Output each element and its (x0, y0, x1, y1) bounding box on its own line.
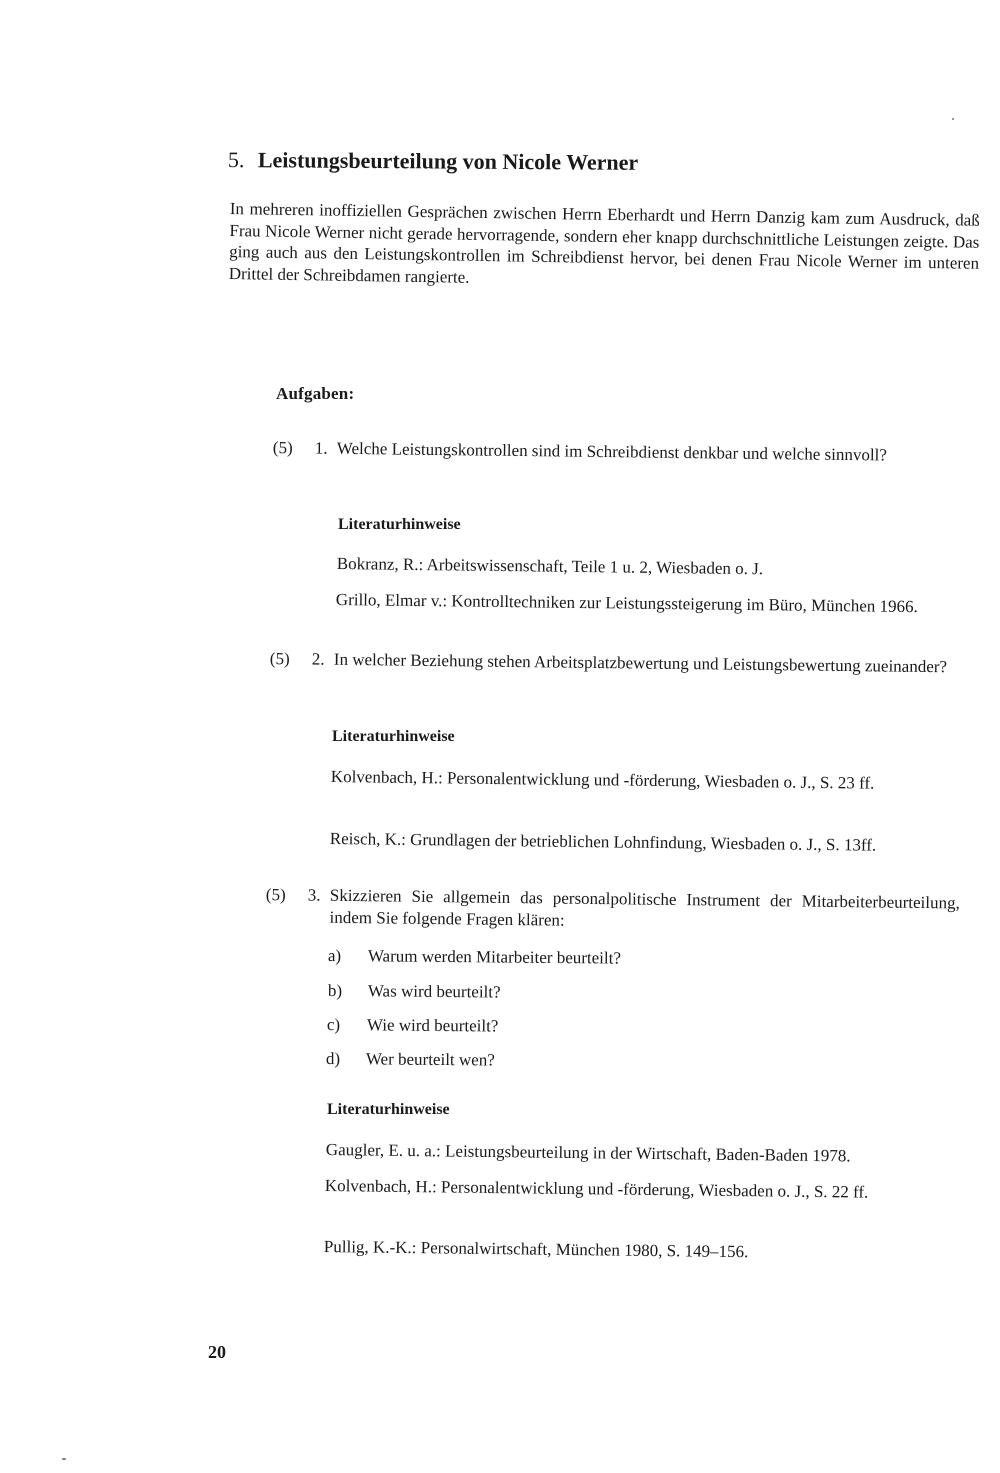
literature-heading: Literaturhinweise (338, 516, 461, 533)
task-points: (5) (269, 648, 290, 669)
subquestion-label: a) (327, 945, 342, 966)
subquestion-b (328, 980, 501, 1004)
task-number: 3. (307, 885, 321, 905)
subquestion-label: b) (327, 980, 343, 1001)
task-number: 1. (314, 438, 328, 458)
reference-item: Grillo, Elmar v.: Kontrolltechniken zur Leistungssteigerung im Büro, München 1966. (335, 589, 918, 617)
section-number: 5. (227, 146, 245, 173)
subquestion-label: d) (325, 1049, 341, 1069)
subquestion-text: Warum werden Mitarbeiter beurteilt? (367, 946, 622, 968)
subquestion-text: Wer beurteilt wen? (365, 1049, 495, 1070)
literature-heading: Literaturhinweise (332, 728, 455, 745)
reference-item: Kolvenbach, H.: Personalentwicklung und -förderung, Wiesbaden o. J., S. 23 ff. (330, 766, 875, 793)
scan-speck (62, 1458, 66, 1460)
reference-item: Bokranz, R.: Arbeitswissenschaft, Teile 1 u. 2, Wiesbaden o. J. (336, 553, 764, 579)
subquestion-a (328, 945, 621, 970)
task-points: (5) (272, 437, 293, 458)
tasks-label: Aufgaben: (276, 384, 355, 403)
intro-paragraph: In mehreren inoffiziellen Gesprächen zwischen Herrn Eberhardt und Herrn Danzig kam zum Ausdruck, daß Frau Nicole Werner nicht gerade hervorragende, sondern eher knapp durchschnittliche Leistungen zeigte. Das ging auch aus den Leistungskontrollen im Schreibdienst hervor, bei denen Frau Nicole Werner im unteren Drittel der Schreibdamen rangierte. (228, 198, 980, 287)
task-text: In welcher Beziehung stehen Arbeitsplatzbewertung und Leistungsbewertung zueinander? (333, 649, 948, 677)
task-points: (5) (265, 884, 286, 905)
page-number: 20 (208, 1342, 226, 1362)
section-title: Leistungsbeurteilung von Nicole Werner (257, 147, 639, 175)
task-text: Welche Leistungskontrollen sind im Schreibdienst denkbar und welche sinnvoll? (336, 438, 888, 465)
subquestion-text: Was wird beurteilt? (367, 981, 501, 1002)
reference-item: Gaugler, E. u. a.: Leistungsbeurteilung in der Wirtschaft, Baden-Baden 1978. (325, 1139, 851, 1166)
subquestion-d (326, 1048, 495, 1071)
task-text: Skizzieren Sie allgemein das personalpolitische Instrument der Mitarbeiterbeurteilung, indem Sie folgende Fragen klären: (329, 885, 960, 930)
scan-speck (952, 118, 954, 120)
subquestion-label: c) (326, 1014, 341, 1035)
task-number: 2. (311, 649, 325, 669)
literature-heading: Literaturhinweise (327, 1101, 450, 1118)
subquestion-c (327, 1014, 499, 1037)
reference-item: Reisch, K.: Grundlagen der betrieblichen Lohnfindung, Wiesbaden o. J., S. 13ff. (329, 828, 877, 855)
subquestion-text: Wie wird beurteilt? (366, 1015, 499, 1036)
reference-item: Kolvenbach, H.: Personalentwicklung und -förderung, Wiesbaden o. J., S. 22 ff. (324, 1175, 869, 1202)
section-heading (228, 146, 928, 179)
reference-item: Pullig, K.-K.: Personalwirtschaft, München 1980, S. 149–156. (323, 1236, 749, 1262)
